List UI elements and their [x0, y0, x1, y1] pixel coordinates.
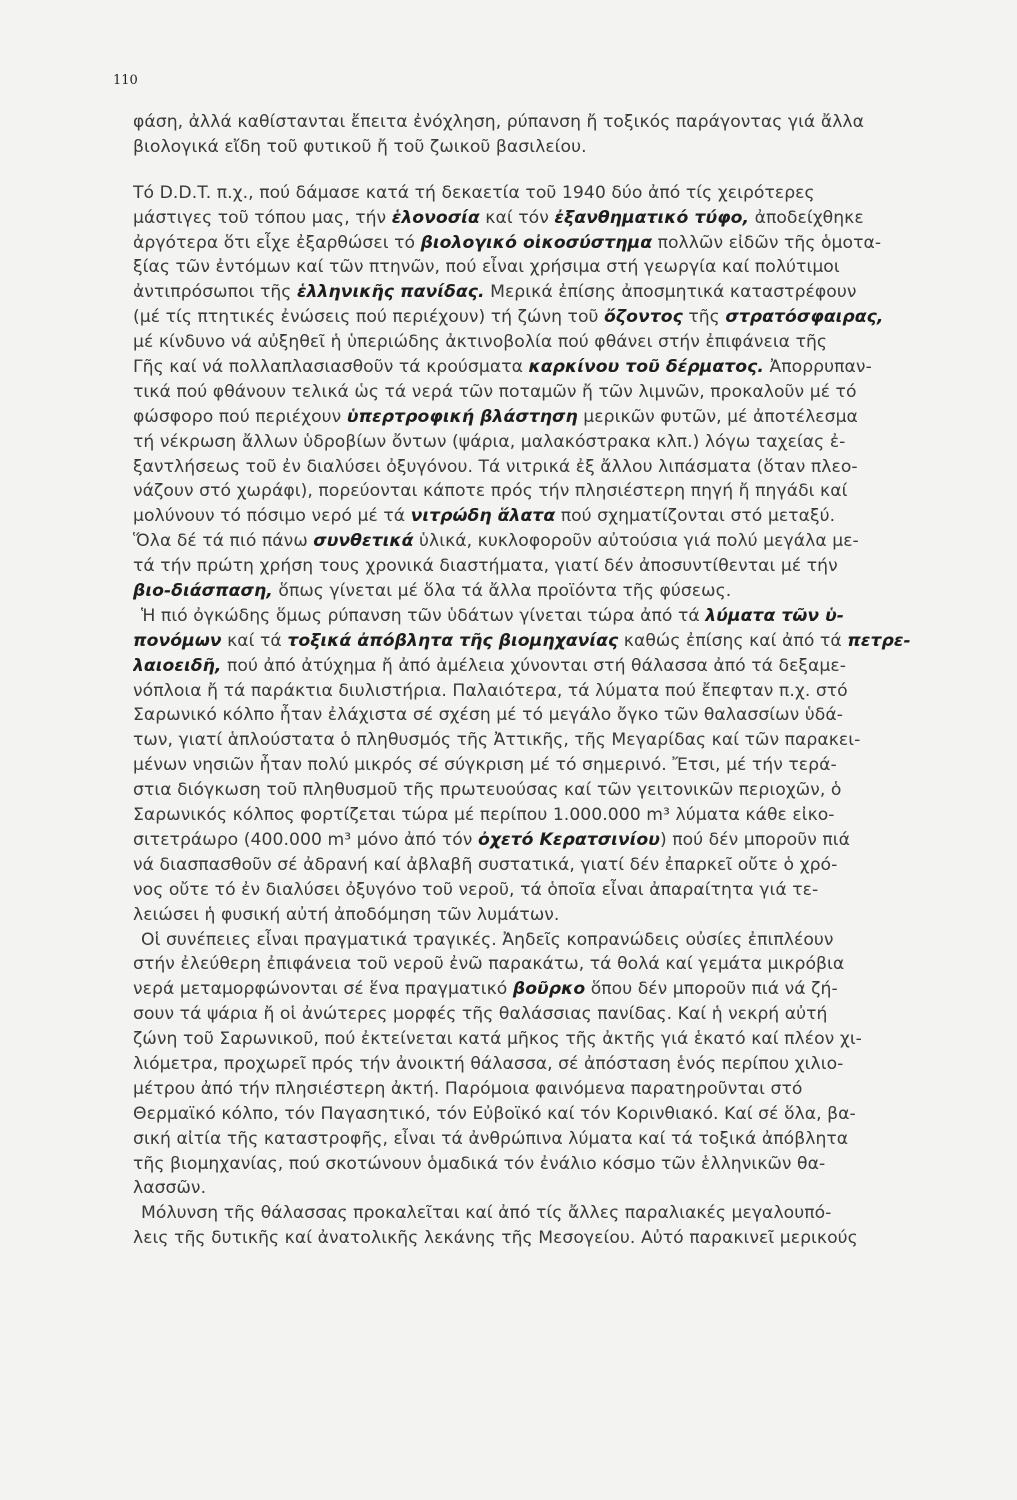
emphasized-term: καρκίνου τοῦ δέρματος. [528, 357, 764, 378]
text-segment: Ἡ πιό ὀγκώδης ὅμως ρύπανση τῶν ὑδάτων γίνεται τώρα ἀπό τά [141, 605, 706, 626]
text-line [133, 878, 963, 903]
text-line [133, 1002, 963, 1027]
text-segment: νος οὔτε τό ἐν διαλύσει ὀξυγόνο τοῦ νεροῦ, τά ὁποῖα εἶναι ἀπαραίτητα γιά τε- [133, 879, 819, 900]
text-segment: Γῆς καί νά πολλαπλασιασθοῦν τά κρούσματα [133, 357, 529, 378]
text-segment: Μερικά ἐπίσης ἀποσμητικά καταστρέφουν [484, 282, 857, 303]
emphasized-term: βιολογικό οἰκοσύστημα [420, 232, 653, 253]
text-line [133, 1152, 963, 1177]
text-segment: πού σχηματίζονται στό μεταξύ. [555, 506, 836, 527]
emphasized-term: πετρε- [847, 630, 911, 651]
emphasized-term: συνθετικά [313, 531, 414, 552]
text-segment: μερικῶν φυτῶν, μέ ἀποτέλεσμα [577, 406, 858, 427]
emphasized-term: λαιοειδῆ, [133, 655, 222, 676]
text-segment: σιτετράωρο (400.000 m³ μόνο ἀπό τόν [133, 829, 478, 850]
text-segment: καθώς ἐπίσης καί ἀπό τά [618, 630, 848, 651]
emphasized-term: πονόμων [133, 630, 222, 651]
text-line [133, 405, 963, 430]
text-line [133, 110, 963, 135]
text-line [133, 504, 963, 529]
emphasized-term: ἑλονοσία [391, 207, 480, 228]
text-line [133, 853, 963, 878]
text-segment: τή νέκρωση ἄλλων ὑδροβίων ὄντων (ψάρια, μαλακόστρακα κλπ.) λόγω ταχείας ἐ- [133, 431, 846, 452]
text-segment: καί τόν [479, 207, 555, 228]
text-segment: λειώσει ἡ φυσική αὐτή ἀποδόμηση τῶν λυμάτων. [133, 904, 560, 925]
text-line [133, 1176, 963, 1201]
text-line [133, 679, 963, 704]
text-line [133, 380, 963, 405]
emphasized-term: λύματα τῶν ὑ- [705, 605, 844, 626]
text-segment: λιόμετρα, προχωρεῖ πρός τήν ἀνοικτή θάλασσα, σέ ἀπόσταση ἑνός περίπου χιλιο- [133, 1053, 844, 1074]
text-line [133, 654, 963, 679]
text-line [133, 280, 963, 305]
text-segment: σουν τά ψάρια ἤ οἱ ἀνώτερες μορφές τῆς θαλάσσιας πανίδας. Καί ἡ νεκρή αὐτή [133, 1004, 828, 1025]
text-line [133, 778, 963, 803]
text-line [133, 753, 963, 778]
text-line [133, 231, 963, 256]
text-line [133, 977, 963, 1002]
text-segment: τά τήν πρώτη χρήση τους χρονικά διαστήματα, γιατί δέν ἀποσυντίθενται μέ τήν [133, 556, 838, 577]
text-line [133, 579, 963, 604]
text-segment: μέ κίνδυνο νά αὐξηθεῖ ἡ ὑπεριώδης ἀκτινοβολία πού φθάνει στήν ἐπιφάνεια τῆς [133, 332, 828, 353]
emphasized-term: ἑλληνικῆς πανίδας. [296, 282, 485, 303]
text-line [133, 305, 963, 330]
text-segment: Μόλυνση τῆς θάλασσας προκαλεῖται καί ἀπό τίς ἄλλες παραλιακές μεγαλουπό- [141, 1203, 832, 1224]
text-line [133, 1077, 963, 1102]
emphasized-term: βοῦρκο [512, 979, 586, 1000]
text-line [133, 828, 963, 853]
text-segment: Ὅλα δέ τά πιό πάνω [133, 531, 314, 552]
text-line [133, 206, 963, 231]
emphasized-term: στρατόσφαιρας, [725, 307, 884, 328]
text-segment: ζώνη τοῦ Σαρωνικοῦ, πού ἐκτείνεται κατά μῆκος τῆς ἀκτῆς γιά ἑκατό καί πλέον χι- [133, 1029, 862, 1050]
text-segment: ) πού δέν μποροῦν πιά [659, 829, 851, 850]
text-segment: ὅπου δέν μποροῦν πιά νά ζή- [585, 979, 838, 1000]
text-segment: Σαρωνικός κόλπος φορτίζεται τώρα μέ περίπου 1.000.000 m³ λύματα κάθε εἰκο- [133, 805, 835, 826]
text-segment: μένων νησιῶν ἦταν πολύ μικρός σέ σύγκριση μέ τό σημερινό. Ἔτσι, μέ τήν τερά- [133, 755, 837, 776]
text-segment: ξαντλήσεως τοῦ ἐν διαλύσει ὀξυγόνου. Τά νιτρικά ἐξ ἄλλου λιπάσματα (ὅταν πλεο- [133, 456, 858, 477]
text-line [133, 455, 963, 480]
text-segment: τικά πού φθάνουν τελικά ὡς τά νερά τῶν ποταμῶν ἤ τῶν λιμνῶν, προκαλοῦν μέ τό [133, 381, 857, 402]
text-segment: ὑλικά, κυκλοφοροῦν αὐτούσια γιά πολύ μεγάλα με- [413, 531, 859, 552]
text-segment: λασσῶν. [133, 1178, 207, 1199]
text-segment: καί τά [221, 630, 288, 651]
text-segment: μάστιγες τοῦ τόπου μας, τήν [133, 207, 392, 228]
text-segment: νερά μεταμορφώνονται σέ ἕνα πραγματικό [133, 979, 513, 1000]
text-line [133, 703, 963, 728]
text-line [133, 135, 963, 160]
text-segment: στια διόγκωση τοῦ πληθυσμοῦ τῆς πρωτευούσας καί τῶν γειτονικῶν περιοχῶν, ὁ [133, 780, 842, 801]
text-segment: ἀντιπρόσωποι τῆς [133, 282, 297, 303]
text-segment: ἀργότερα ὅτι εἶχε ἐξαρθώσει τό [133, 232, 421, 253]
emphasized-term: ὑπερτροφική βλάστηση [346, 406, 578, 427]
text-line [133, 430, 963, 455]
text-segment: τῆς [682, 307, 726, 328]
emphasized-term: ὀχετό Κερατσινίου [477, 829, 660, 850]
text-line [133, 629, 963, 654]
text-line [133, 1102, 963, 1127]
text-line [133, 803, 963, 828]
emphasized-term: βιο-διάσπαση, [133, 581, 273, 602]
text-segment: στήν ἐλεύθερη ἐπιφάνεια τοῦ νεροῦ ἐνῶ παρακάτω, τά θολά καί γεμάτα μικρόβια [133, 954, 845, 975]
text-segment: λεις τῆς δυτικῆς καί ἀνατολικῆς λεκάνης τῆς Μεσογείου. Αὐτό παρακινεῖ μερικούς [133, 1228, 858, 1249]
text-segment: μέτρου ἀπό τήν πλησιέστερη ἀκτή. Παρόμοια φαινόμενα παρατηροῦνται στό [133, 1078, 803, 1099]
text-segment: ἀποδείχθηκε [749, 207, 864, 228]
text-line [133, 928, 963, 953]
text-segment: ὅπως γίνεται μέ ὅλα τά ἄλλα προϊόντα τῆς φύσεως. [272, 581, 732, 602]
text-segment: Ἀπορρυπαν- [763, 357, 872, 378]
text-line [133, 554, 963, 579]
text-line [133, 355, 963, 380]
text-line [133, 604, 963, 629]
text-segment: των, γιατί ἁπλούστατα ὁ πληθυσμός τῆς Ἀττικῆς, τῆς Μεγαρίδας καί τῶν παρακει- [133, 730, 861, 751]
text-segment: σική αἰτία τῆς καταστροφῆς, εἶναι τά ἀνθρώπινα λύματα καί τά τοξικά ἀπόβλητα [133, 1128, 849, 1149]
text-line [133, 952, 963, 977]
text-segment: βιολογικά εἴδη τοῦ φυτικοῦ ἤ τοῦ ζωικοῦ βασιλείου. [133, 136, 587, 157]
text-segment: πού ἀπό ἀτύχημα ἤ ἀπό ἀμέλεια χύνονται στή θάλασσα ἀπό τά δεξαμε- [221, 655, 847, 676]
text-segment: φάση, ἀλλά καθίστανται ἔπειτα ἐνόχληση, ρύπανση ἤ τοξικός παράγοντας γιά ἄλλα [133, 112, 865, 132]
text-segment: (μέ τίς πτητικές ἐνώσεις πού περιέχουν) τή ζώνη τοῦ [133, 307, 605, 328]
emphasized-term: ὄζοντος [604, 307, 683, 328]
text-line [133, 479, 963, 504]
text-line [133, 1201, 963, 1226]
text-line [133, 529, 963, 554]
text-segment: ξίας τῶν ἐντόμων καί τῶν πτηνῶν, πού εἶναι χρήσιμα στή γεωργία καί πολύτιμοι [133, 257, 840, 278]
text-segment: νά διασπασθοῦν σέ ἀδρανή καί ἀβλαβῆ συστατικά, γιατί δέν ἐπαρκεῖ οὔτε ὁ χρό- [133, 854, 838, 875]
text-segment: Τό D.D.T. π.χ., πού δάμασε κατά τή δεκαετία τοῦ 1940 δύο ἀπό τίς χειρότερες [133, 182, 815, 203]
text-segment: Οἱ συνέπειες εἶναι πραγματικά τραγικές. Ἀηδεῖς κοπρανώδεις οὐσίες ἐπιπλέουν [141, 929, 834, 950]
text-line [133, 1127, 963, 1152]
text-segment: νάζουν στό χωράφι), πορεύονται κάποτε πρός τήν πλησιέστερη πηγή ἤ πηγάδι καί [133, 481, 848, 502]
text-line [133, 181, 963, 206]
text-line [133, 330, 963, 355]
text-segment: τῆς βιομηχανίας, πού σκοτώνουν ὁμαδικά τόν ἐνάλιο κόσμο τῶν ἑλληνικῶν θα- [133, 1153, 826, 1174]
text-segment: μολύνουν τό πόσιμο νερό μέ τά [133, 506, 411, 527]
text-line [133, 728, 963, 753]
text-segment: νόπλοια ἤ τά παράκτια διυλιστήρια. Παλαιότερα, τά λύματα πού ἔπεφταν π.χ. στό [133, 680, 848, 701]
text-line [133, 1052, 963, 1077]
emphasized-term: νιτρώδη ἅλατα [410, 506, 556, 527]
text-line [133, 255, 963, 280]
emphasized-term: ἐξανθηματικό τύφο, [554, 207, 750, 228]
text-line [133, 1226, 963, 1251]
text-segment: φώσφορο πού περιέχουν [133, 406, 347, 427]
text-line [133, 1027, 963, 1052]
text-segment: Σαρωνικό κόλπο ἦταν ἐλάχιστα σέ σχέση μέ τό μεγάλο ὄγκο τῶν θαλασσίων ὑδά- [133, 705, 843, 726]
page-number: 110 [113, 73, 138, 88]
body-text [133, 110, 963, 1251]
emphasized-term: τοξικά ἀπόβλητα τῆς βιομηχανίας [287, 630, 619, 651]
text-segment: Θερμαϊκό κόλπο, τόν Παγασητικό, τόν Εὐβοϊκό καί τόν Κορινθιακό. Καί σέ ὅλα, βα- [133, 1103, 856, 1124]
text-line [133, 903, 963, 928]
text-segment: πολλῶν εἰδῶν τῆς ὁμοτα- [652, 232, 882, 253]
